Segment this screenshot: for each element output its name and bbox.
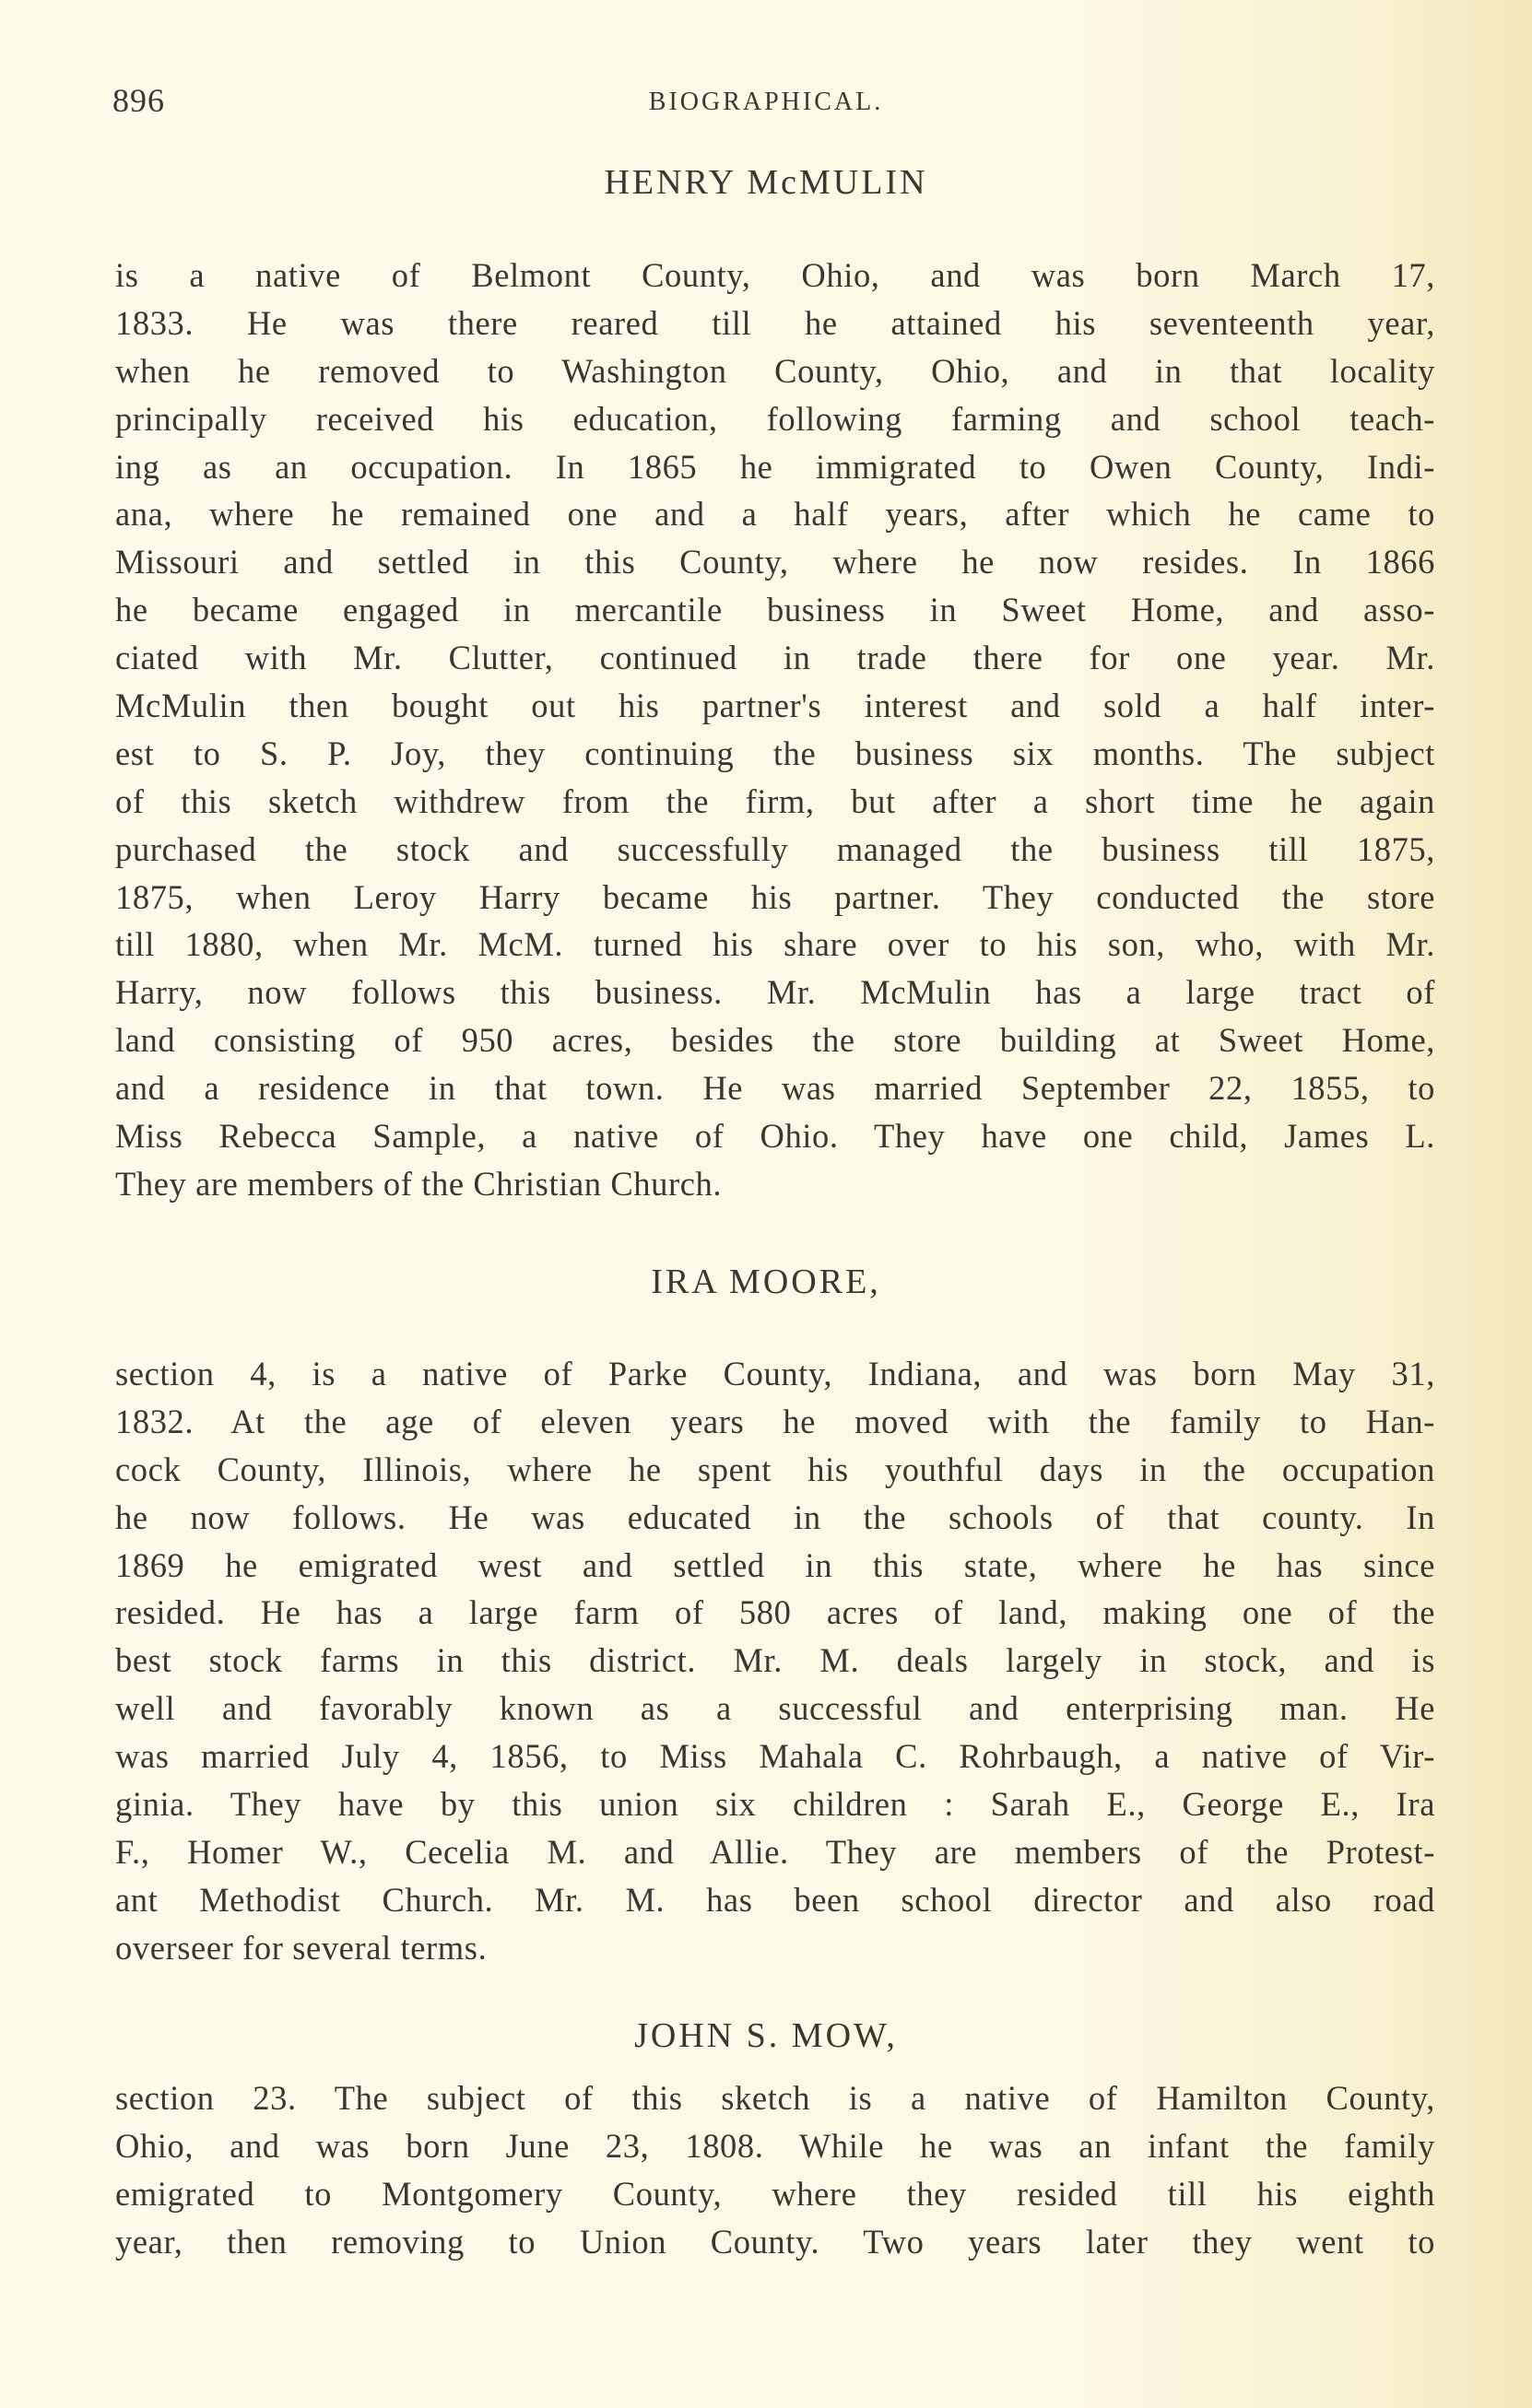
text-line: They are members of the Christian Church. bbox=[115, 1164, 723, 1203]
text-line: Miss Rebecca Sample, a native of Ohio. They have one child, James L. bbox=[115, 1117, 1435, 1156]
text-line: till 1880, when Mr. McM. turned his share over to his son, who, with Mr. bbox=[115, 925, 1435, 964]
text-line: land consisting of 950 acres, besides the store building at Sweet Home, bbox=[115, 1021, 1435, 1060]
running-title: BIOGRAPHICAL. bbox=[648, 88, 884, 116]
text-line: ciated with Mr. Clutter, continued in trade there for one year. Mr. bbox=[115, 639, 1435, 677]
page-number: 896 bbox=[112, 82, 165, 119]
text-line: emigrated to Montgomery County, where they resided till his eighth bbox=[115, 2174, 1435, 2213]
text-line: section 4, is a native of Parke County, Indiana, and was born May 31, bbox=[115, 1355, 1435, 1392]
text-line: purchased the stock and successfully managed the business till 1875, bbox=[115, 829, 1435, 868]
text-line: and a residence in that town. He was married September 22, 1855, to bbox=[115, 1069, 1435, 1108]
text-line: year, then removing to Union County. Two years later they went to bbox=[115, 2222, 1435, 2261]
text-line: is a native of Belmont County, Ohio, and was born March 17, bbox=[115, 256, 1435, 294]
text-line: of this sketch withdrew from the firm, but after a short time he again bbox=[115, 781, 1435, 820]
text-line: 1875, when Leroy Harry became his partner. They conducted the store bbox=[115, 877, 1435, 916]
entry-body-henry-mcmulin bbox=[115, 252, 1435, 1208]
text-line: 1833. He was there reared till he attained his seventeenth year, bbox=[115, 303, 1435, 342]
text-line: 1832. At the age of eleven years he moved with the family to Han- bbox=[115, 1402, 1435, 1440]
text-line: ginia. They have by this union six children : Sarah E., George E., Ira bbox=[115, 1785, 1435, 1824]
text-line: well and favorably known as a successful and enterprising man. He bbox=[115, 1689, 1435, 1728]
text-line: overseer for several terms. bbox=[115, 1928, 488, 1967]
entry-title-john-s-mow: JOHN S. MOW, bbox=[634, 2016, 898, 2055]
text-line: resided. He has a large farm of 580 acres of land, making one of the bbox=[115, 1593, 1435, 1632]
text-line: est to S. P. Joy, they continuing the business six months. The subject bbox=[115, 734, 1435, 772]
text-line: principally received his education, following farming and school teach- bbox=[115, 399, 1435, 438]
text-line: Harry, now follows this business. Mr. McMulin has a large tract of bbox=[115, 973, 1435, 1012]
text-line: Ohio, and was born June 23, 1808. While he was an infant the family bbox=[115, 2126, 1435, 2165]
text-line: when he removed to Washington County, Ohio, and in that locality bbox=[115, 351, 1435, 390]
entry-title-ira-moore: IRA MOORE, bbox=[651, 1263, 881, 1301]
text-line: he became engaged in mercantile business in Sweet Home, and asso- bbox=[115, 591, 1435, 629]
text-line: cock County, Illinois, where he spent his youthful days in the occupation bbox=[115, 1450, 1435, 1488]
entry-title-henry-mcmulin: HENRY McMULIN bbox=[604, 163, 928, 202]
text-line: ana, where he remained one and a half years, after which he came to bbox=[115, 495, 1435, 534]
text-line: best stock farms in this district. Mr. M. deals largely in stock, and is bbox=[115, 1641, 1435, 1680]
text-line: F., Homer W., Cecelia M. and Allie. They are members of the Protest- bbox=[115, 1832, 1435, 1871]
text-line: ant Methodist Church. Mr. M. has been school director and also road bbox=[115, 1880, 1435, 1919]
text-line: he now follows. He was educated in the schools of that county. In bbox=[115, 1498, 1435, 1536]
text-line: ing as an occupation. In 1865 he immigrated to Owen County, Indi- bbox=[115, 447, 1435, 486]
text-line: 1869 he emigrated west and settled in this state, where he has since bbox=[115, 1545, 1435, 1584]
text-line: was married July 4, 1856, to Miss Mahala C. Rohrbaugh, a native of Vir- bbox=[115, 1737, 1435, 1776]
entry-body-ira-moore bbox=[115, 1350, 1435, 1972]
entry-body-john-s-mow bbox=[115, 2074, 1435, 2266]
text-line: McMulin then bought out his partner's interest and sold a half inter- bbox=[115, 687, 1435, 725]
text-line: Missouri and settled in this County, where he now resides. In 1866 bbox=[115, 543, 1435, 581]
text-line: section 23. The subject of this sketch is a native of Hamilton County, bbox=[115, 2079, 1435, 2117]
